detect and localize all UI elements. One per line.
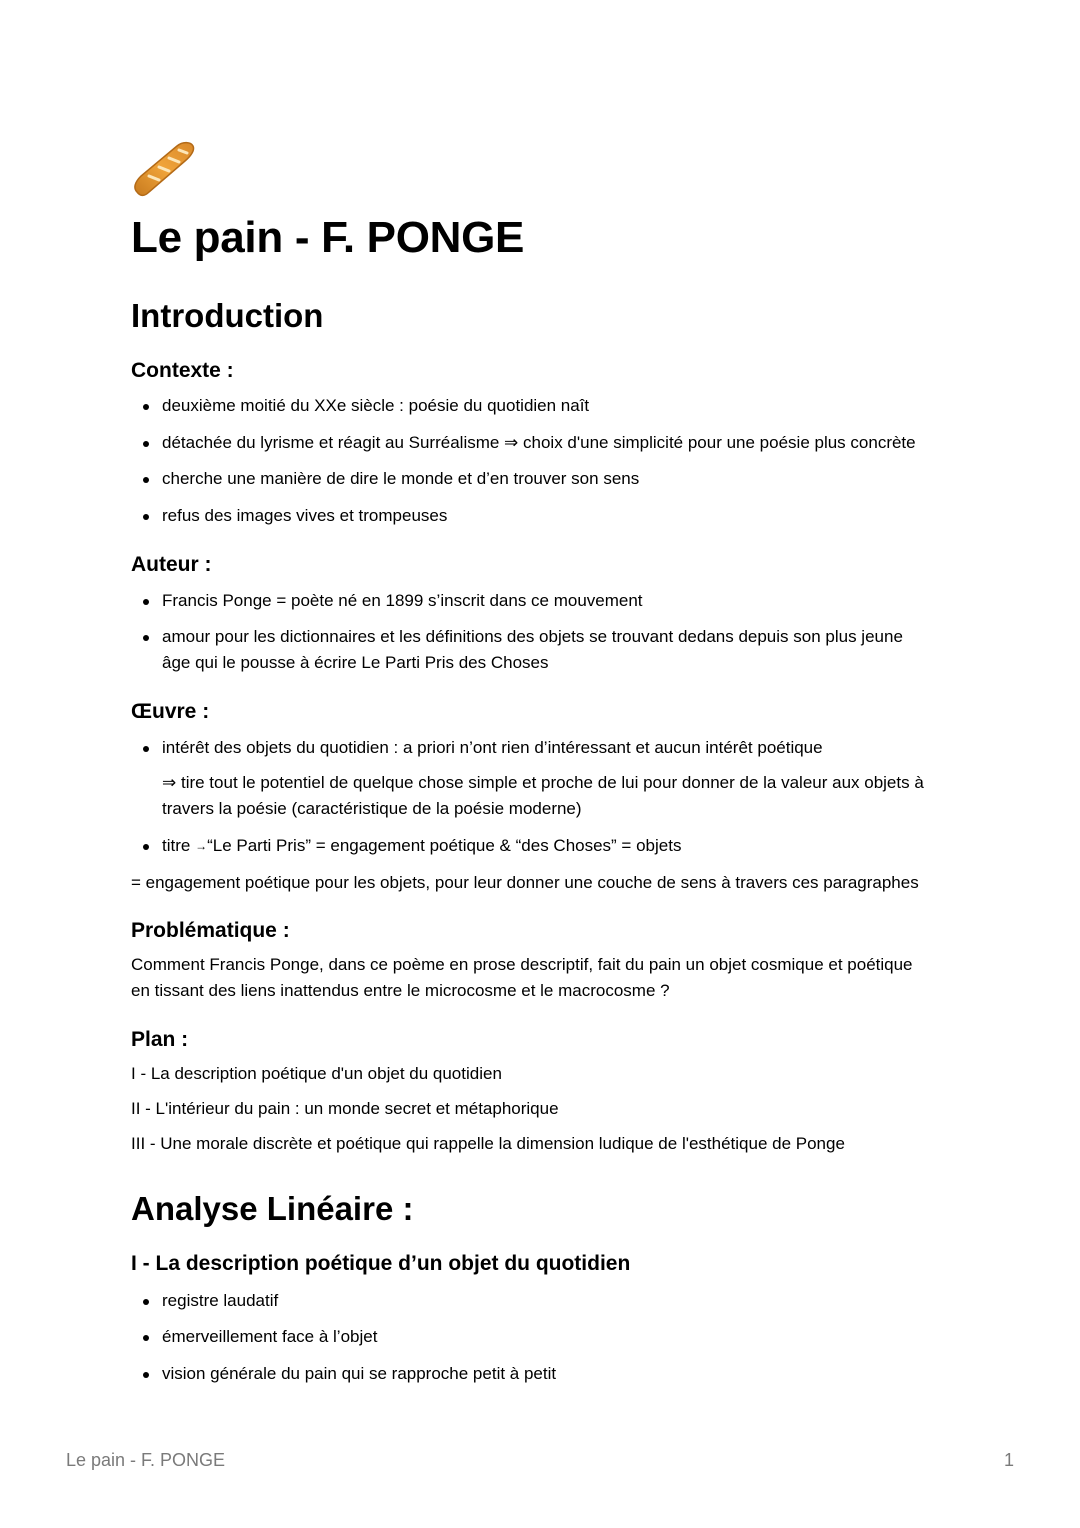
introduction-heading: Introduction: [131, 297, 324, 334]
auteur-heading: Auteur :: [131, 553, 212, 576]
list-item: cherche une manière de dire le monde et d’en trouver son sens: [162, 469, 640, 488]
list-item-sub: travers la poésie (caractéristique de la poésie moderne): [162, 799, 582, 818]
problematique-text: en tissant des liens inattendus entre le microcosme et le macrocosme ?: [131, 981, 670, 1000]
bullet-dot: [143, 1372, 149, 1378]
list-item: amour pour les dictionnaires et les définitions des objets se trouvant dedans depuis son plus jeune: [162, 627, 903, 646]
list-item: détachée du lyrisme et réagit au Surréalisme ⇒ choix d'une simplicité pour une poésie plus concrète: [162, 433, 916, 452]
page-number: 1: [1004, 1450, 1015, 1470]
list-item: vision générale du pain qui se rapproche petit à petit: [162, 1364, 557, 1383]
bullet-dot: [143, 844, 149, 850]
baguette-bread-icon: [131, 140, 195, 200]
bullet-dot: [143, 1299, 149, 1305]
list-item: Francis Ponge = poète né en 1899 s’inscrit dans ce mouvement: [162, 591, 643, 610]
list-item: [162, 833, 681, 860]
list-item: émerveillement face à l’objet: [162, 1327, 378, 1346]
list-item: registre laudatif: [162, 1291, 279, 1310]
bullet-dot: [143, 404, 149, 410]
titre-description: “Le Parti Pris” = engagement poétique & “des Choses” = objets: [207, 836, 682, 855]
analyse-part1-heading: I - La description poétique d’un objet du quotidien: [131, 1252, 631, 1275]
titre-label: titre: [162, 836, 191, 855]
list-item: intérêt des objets du quotidien : a priori n’ont rien d’intéressant et aucun intérêt poétique: [162, 738, 823, 757]
analyse-heading: Analyse Linéaire :: [131, 1190, 414, 1227]
problematique-text: Comment Francis Ponge, dans ce poème en prose descriptif, fait du pain un objet cosmique et poétique: [131, 955, 913, 974]
page-title: Le pain - F. PONGE: [131, 213, 525, 262]
footer-title: Le pain - F. PONGE: [66, 1450, 226, 1470]
plan-item: III - Une morale discrète et poétique qui rappelle la dimension ludique de l'esthétique de Ponge: [131, 1134, 845, 1153]
plan-item: I - La description poétique d'un objet du quotidien: [131, 1064, 502, 1083]
bullet-dot: [143, 1335, 149, 1341]
contexte-heading: Contexte :: [131, 359, 234, 382]
oeuvre-conclusion: = engagement poétique pour les objets, pour leur donner une couche de sens à travers ces paragraphes: [131, 873, 919, 892]
problematique-heading: Problématique :: [131, 919, 290, 942]
plan-item: II - L'intérieur du pain : un monde secret et métaphorique: [131, 1099, 559, 1118]
list-item: refus des images vives et trompeuses: [162, 506, 448, 525]
bullet-dot: [143, 746, 149, 752]
bullet-dot: [143, 599, 149, 605]
list-item: deuxième moitié du XXe siècle : poésie du quotidien naît: [162, 396, 590, 415]
right-arrow-icon: →: [195, 839, 208, 853]
oeuvre-heading: Œuvre :: [131, 700, 210, 723]
list-item-continuation: âge qui le pousse à écrire Le Parti Pris des Choses: [162, 653, 549, 672]
bullet-dot: [143, 635, 149, 641]
plan-heading: Plan :: [131, 1028, 189, 1051]
bullet-dot: [143, 441, 149, 447]
list-item-sub: ⇒ tire tout le potentiel de quelque chose simple et proche de lui pour donner de la valeur aux objets à: [162, 773, 924, 792]
bullet-dot: [143, 477, 149, 483]
bullet-dot: [143, 514, 149, 520]
